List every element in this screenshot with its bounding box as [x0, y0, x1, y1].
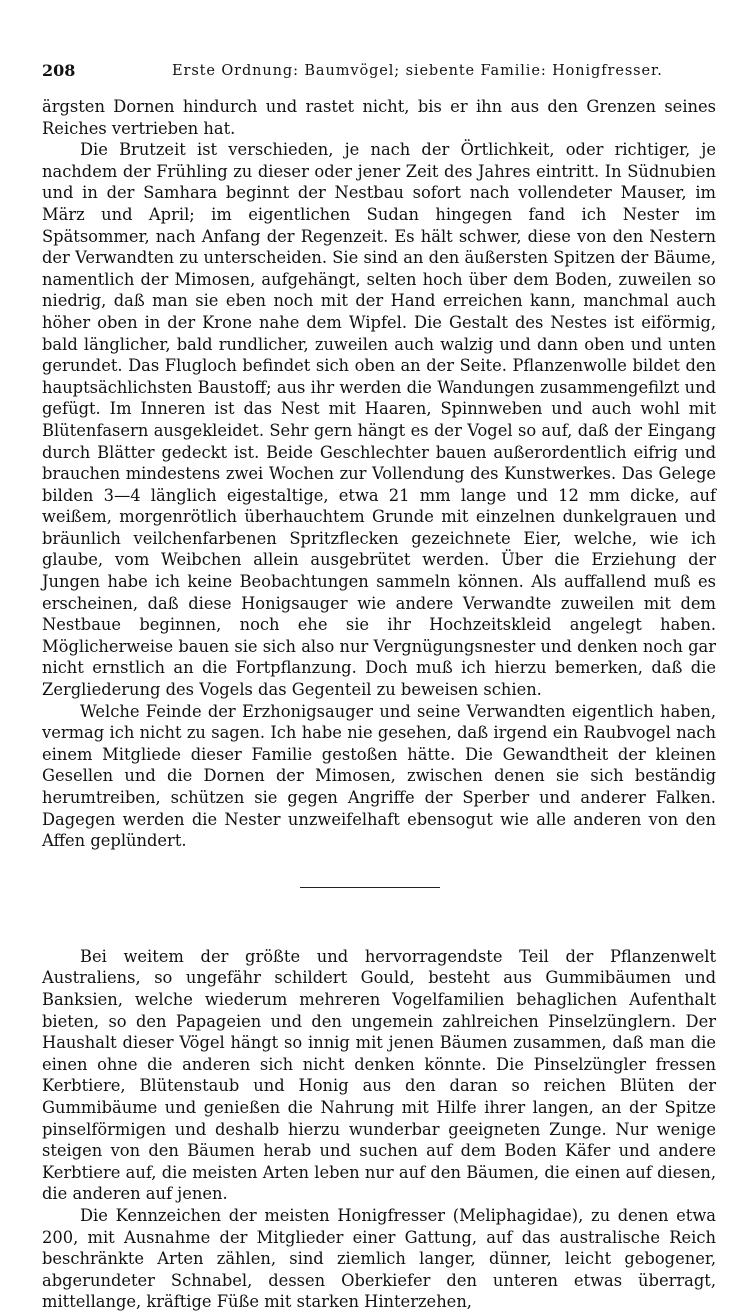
paragraph-continued: ärgsten Dornen hindurch und rastet nicht, bis er ihn aus den Grenzen seines Reiches vertrieben hat.	[42, 97, 716, 138]
divider-line	[300, 887, 440, 888]
paragraph-enemies: Welche Feinde der Erzhonigsauger und seine Verwandten eigentlich haben, vermag ich nicht zu sagen. Ich habe nie gesehen, daß irgend ein Raubvogel nach einem Mitgliede dieser Familie gestoßen hätte. Die Gewandtheit der kleinen Gesellen und die Dornen der Mimosen, zwischen denen sie sich beständig herumtreiben, schützen sie gegen Angriffe der Sperber und anderer Falken. Dagegen werden die Nester unzweifelhaft ebensogut wie alle anderen von den Affen geplündert.	[42, 701, 716, 851]
section-gap	[42, 918, 716, 946]
running-head: Erste Ordnung: Baumvögel; siebente Familie: Honigfresser.	[172, 63, 663, 79]
paragraph-australia: Bei weitem der größte und hervorragendste Teil der Pflanzenwelt Australiens, so ungefähr schildert Gould, besteht aus Gummibäumen und Banksien, welche wiederum mehreren Vogelfamilien behaglichen Aufenthalt bieten, so den Papageien und den ungemein zahlreichen Pinselzünglern. Der Haushalt dieser Vögel hängt so innig mit jenen Bäumen zusammen, daß man die einen ohne die anderen sich nicht denken könnte. Die Pinselzüngler fressen Kerbtiere, Blütenstaub und Honig aus den daran so reichen Blüten der Gummibäume und genießen die Nahrung mit Hilfe ihrer langen, an der Spitze pinselförmigen und deshalb hierzu wunderbar geeigneten Zunge. Nur wenige steigen von den Bäumen herab und suchen auf dem Boden Käfer und andere Kerbtiere auf, die meisten Arten leben nur auf den Bäumen, die einen auf diesen, die anderen auf jenen.	[42, 946, 716, 1204]
paragraph-honeyeaters: Die Kennzeichen der meisten Honigfresser (Meliphagidae), zu denen etwa 200, mit Ausnahme der Mitglieder einer Gattung, auf das australische Reich beschränkte Arten zählen, sind ziemlich langer, dünner, leicht gebogener, abgerundeter Schnabel, dessen Oberkiefer den unteren etwas überragt, mittellange, kräftige Füße mit starken Hinterzehen,	[42, 1205, 716, 1312]
page-number: 208	[42, 61, 76, 80]
page-body	[42, 96, 716, 1313]
page-header	[42, 58, 714, 84]
paragraph-breeding: Die Brutzeit ist verschieden, je nach der Örtlichkeit, oder richtiger, je nachdem der Frühling zu dieser oder jener Zeit des Jahres eintritt. In Südnubien und in der Samhara beginnt der Nestbau sofort nach vollendeter Mauser, im März und April; im eigentlichen Sudan hingegen fand ich Nester im Spätsommer, nach Anfang der Regenzeit. Es hält schwer, diese von den Nestern der Verwandten zu unterscheiden. Sie sind an den äußersten Spitzen der Bäume, namentlich der Mimosen, aufgehängt, selten hoch über dem Boden, zuweilen so niedrig, daß man sie eben noch mit der Hand erreichen kann, manchmal auch höher oben in der Krone nahe dem Wipfel. Die Gestalt des Nestes ist eiförmig, bald länglicher, bald rundlicher, zuweilen auch walzig und dann oben und unten gerundet. Das Flugloch befindet sich oben an der Seite. Pflanzenwolle bildet den hauptsächlichsten Baustoff; aus ihr werden die Wandungen zusammengefilzt und gefügt. Im Inneren ist das Nest mit Haaren, Spinnweben und auch wohl mit Blütenfasern ausgekleidet. Sehr gern hängt es der Vogel so auf, daß der Eingang durch Blätter gedeckt ist. Beide Geschlechter bauen außerordentlich eifrig und brauchen mindestens zwei Wochen zur Vollendung des Kunstwerkes. Das Gelege bilden 3—4 länglich eigestaltige, etwa 21 mm lange und 12 mm dicke, auf weißem, morgenrötlich überhauchtem Grunde mit einzelnen dunkelgrauen und bräunlich veilchenfarbenen Spritzflecken gezeichnete Eier, welche, wie ich glaube, vom Weibchen allein ausgebrütet werden. Über die Erziehung der Jungen habe ich keine Beobachtungen sammeln können. Als auffallend muß es erscheinen, daß diese Honigsauger wie andere Verwandte zuweilen mit dem Nestbaue beginnen, noch ehe sie ihr Hochzeitskleid angelegt haben. Möglicherweise bauen sie sich also nur Vergnügungsnester und denken noch gar nicht ernstlich an die Fortpflanzung. Doch muß ich hierzu bemerken, daß die Zergliederung des Vogels das Gegenteil zu beweisen schien.	[42, 140, 716, 700]
section-divider	[42, 852, 716, 918]
